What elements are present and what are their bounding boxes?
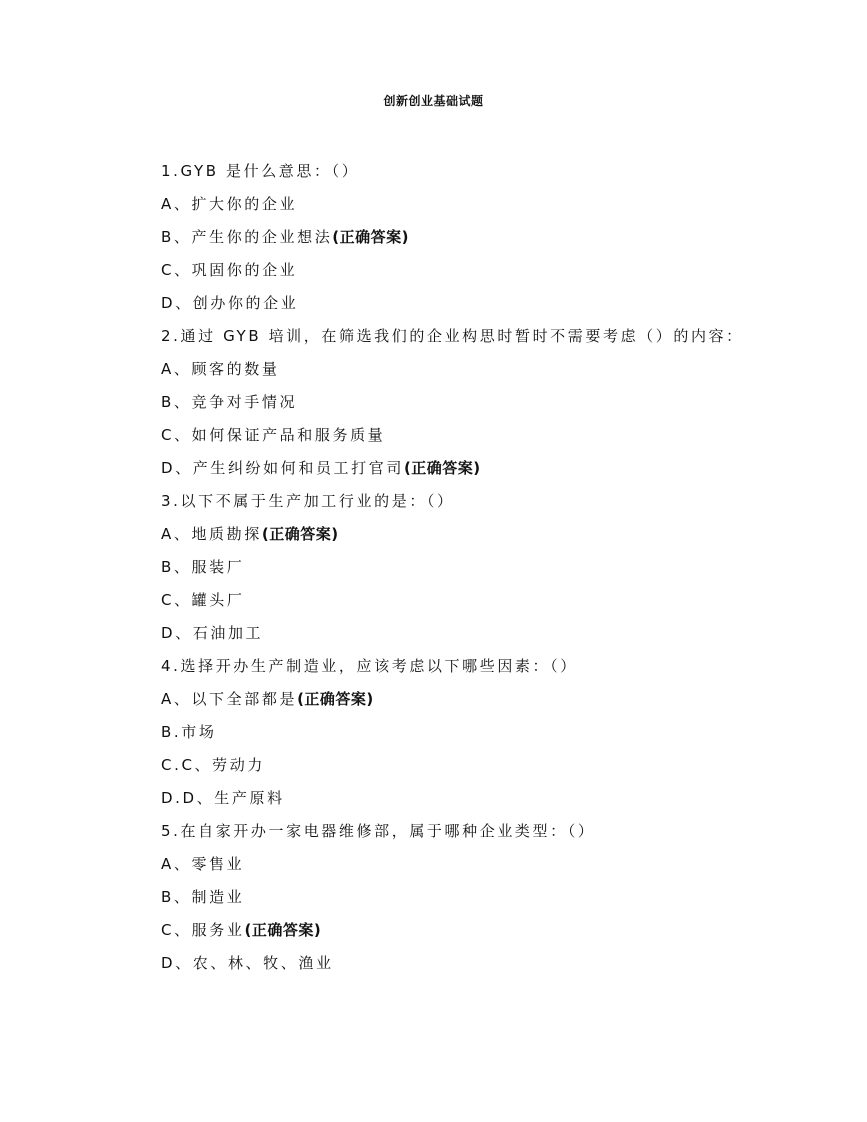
correct-answer-marker: (正确答案) bbox=[332, 228, 410, 246]
answer-option bbox=[161, 919, 744, 952]
answer-option bbox=[161, 622, 744, 655]
line-text: C、如何保证产品和服务质量 bbox=[161, 426, 386, 444]
line-text: B、产生你的企业想法 bbox=[161, 228, 333, 246]
answer-option bbox=[161, 193, 744, 226]
line-text: D、创办你的企业 bbox=[161, 294, 299, 312]
line-text: C、服务业 bbox=[161, 921, 245, 939]
answer-option bbox=[161, 556, 744, 589]
line-text: C、巩固你的企业 bbox=[161, 261, 298, 279]
answer-option bbox=[161, 787, 744, 820]
question-text bbox=[161, 325, 744, 358]
line-text: 4.选择开办生产制造业，应该考虑以下哪些因素：（） bbox=[161, 657, 578, 675]
answer-option bbox=[161, 853, 744, 886]
question-text bbox=[161, 655, 744, 688]
document-title: 创新创业基础试题 bbox=[383, 94, 484, 108]
line-text: B、竞争对手情况 bbox=[161, 393, 298, 411]
question-text bbox=[161, 820, 744, 853]
line-text: C、罐头厂 bbox=[161, 591, 245, 609]
answer-option bbox=[161, 523, 744, 556]
correct-answer-marker: (正确答案) bbox=[297, 690, 374, 708]
line-text: D.D、生产原料 bbox=[161, 789, 285, 807]
answer-option bbox=[161, 754, 744, 787]
answer-option bbox=[161, 358, 744, 391]
line-text: A、以下全部都是 bbox=[161, 690, 298, 708]
answer-option bbox=[161, 259, 744, 292]
line-text: 2.通过 GYB 培训，在筛选我们的企业构思时暂时不需要考虑（）的内容： bbox=[161, 327, 744, 345]
line-text: D、石油加工 bbox=[161, 624, 264, 642]
correct-answer-marker: (正确答案) bbox=[403, 459, 481, 477]
line-text: B.市场 bbox=[161, 723, 217, 741]
line-text: B、服装厂 bbox=[161, 558, 245, 576]
correct-answer-marker: (正确答案) bbox=[244, 921, 322, 939]
line-text: A、扩大你的企业 bbox=[161, 195, 298, 213]
line-text: 5.在自家开办一家电器维修部，属于哪种企业类型：（） bbox=[161, 822, 596, 840]
question-text bbox=[161, 160, 744, 193]
answer-option bbox=[161, 226, 744, 259]
answer-option bbox=[161, 391, 744, 424]
line-text: A、零售业 bbox=[161, 855, 245, 873]
answer-option bbox=[161, 424, 744, 457]
correct-answer-marker: (正确答案) bbox=[261, 525, 339, 543]
line-text: D、农、林、牧、渔业 bbox=[161, 954, 334, 972]
line-text: 3.以下不属于生产加工行业的是：（） bbox=[161, 492, 455, 510]
answer-option bbox=[161, 457, 744, 490]
question-list bbox=[161, 160, 744, 985]
line-text: 1.GYB 是什么意思：（） bbox=[161, 162, 360, 180]
answer-option bbox=[161, 292, 744, 325]
line-text: A、地质勘探 bbox=[161, 525, 262, 543]
line-text: A、顾客的数量 bbox=[161, 360, 280, 378]
answer-option bbox=[161, 589, 744, 622]
line-text: B、制造业 bbox=[161, 888, 245, 906]
answer-option bbox=[161, 688, 744, 721]
answer-option bbox=[161, 886, 744, 919]
line-text: C.C、劳动力 bbox=[161, 756, 265, 774]
answer-option bbox=[161, 952, 744, 985]
line-text: D、产生纠纷如何和员工打官司 bbox=[161, 459, 404, 477]
answer-option bbox=[161, 721, 744, 754]
question-text bbox=[161, 490, 744, 523]
